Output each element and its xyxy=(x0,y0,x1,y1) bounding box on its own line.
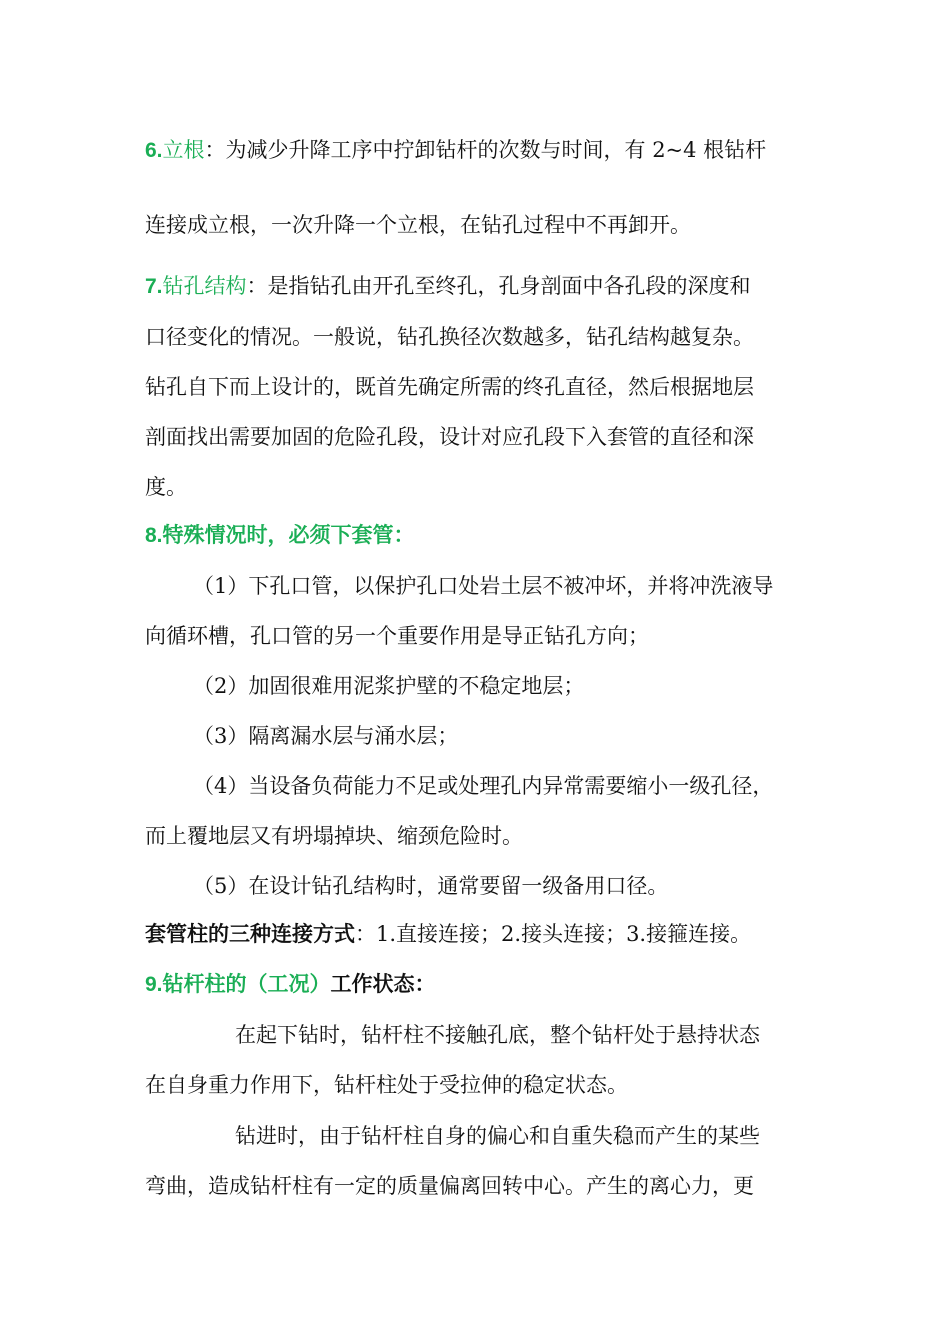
section-9-para-1-line-2: 在自身重力作用下，钻杆柱处于受拉伸的稳定状态。 xyxy=(145,1073,628,1097)
section-9-term: 钻杆柱的（工况） xyxy=(162,971,331,996)
section-7-term: 钻孔结构 xyxy=(162,274,247,298)
section-8-item-4-line-2: 而上覆地层又有坍塌掉块、缩颈危险时。 xyxy=(145,824,523,848)
section-7-line-5: 度。 xyxy=(145,475,187,499)
section-7-line-3: 钻孔自下而上设计的，既首先确定所需的终孔直径，然后根据地层 xyxy=(145,375,754,399)
section-7-text-1: ：是指钻孔由开孔至终孔，孔身剖面中各孔段的深度和 xyxy=(246,274,751,298)
section-9-para-2-line-1: 钻进时，由于钻杆柱自身的偏心和自重失稳而产生的某些 xyxy=(235,1124,760,1148)
section-8-item-5: （5）在设计钻孔结构时，通常要留一级备用口径。 xyxy=(193,874,669,898)
section-8-item-1-line-1: （1）下孔口管，以保护孔口处岩土层不被冲坏，并将冲洗液导 xyxy=(193,574,774,598)
section-9-para-2-line-2: 弯曲，造成钻杆柱有一定的质量偏离回转中心。产生的离心力，更 xyxy=(145,1174,754,1198)
section-8-item-1-line-2: 向循环槽，孔口管的另一个重要作用是导正钻孔方向； xyxy=(145,624,649,648)
section-8-item-2: （2）加固很难用泥浆护壁的不稳定地层； xyxy=(193,674,585,698)
section-6-line-1 xyxy=(145,135,810,166)
section-9-number: 9. xyxy=(145,973,163,996)
section-6-term: 立根 xyxy=(162,138,205,162)
section-9-title: 工作状态： xyxy=(330,971,436,996)
section-9-para-1-line-1: 在起下钻时，钻杆柱不接触孔底，整个钻杆处于悬持状态 xyxy=(235,1023,760,1047)
section-8-heading xyxy=(145,520,810,551)
section-6-line-2: 连接成立根，一次升降一个立根，在钻孔过程中不再卸开。 xyxy=(145,213,691,237)
section-9-heading xyxy=(145,969,810,1000)
section-7-line-4: 剖面找出需要加固的危险孔段，设计对应孔段下入套管的直径和深 xyxy=(145,425,754,449)
section-8-item-3: （3）隔离漏水层与涌水层； xyxy=(193,724,459,748)
section-7-line-1 xyxy=(145,271,810,302)
section-8-title: 特殊情况时，必须下套管： xyxy=(162,522,415,547)
casing-connection-text: ：1.直接连接；2.接头连接；3.接箍连接。 xyxy=(355,922,752,946)
section-6-number: 6. xyxy=(145,139,163,162)
casing-connection-line xyxy=(145,919,810,949)
casing-connection-label: 套管柱的三种连接方式 xyxy=(145,921,355,946)
section-7-number: 7. xyxy=(145,275,163,298)
section-8-item-4-line-1: （4）当设备负荷能力不足或处理孔内异常需要缩小一级孔径， xyxy=(193,774,774,798)
section-7-line-2: 口径变化的情况。一般说，钻孔换径次数越多，钻孔结构越复杂。 xyxy=(145,325,754,349)
section-8-number: 8. xyxy=(145,524,163,547)
section-6-text-1: ：为减少升降工序中拧卸钻杆的次数与时间，有 2~4 根钻杆 xyxy=(204,138,767,162)
